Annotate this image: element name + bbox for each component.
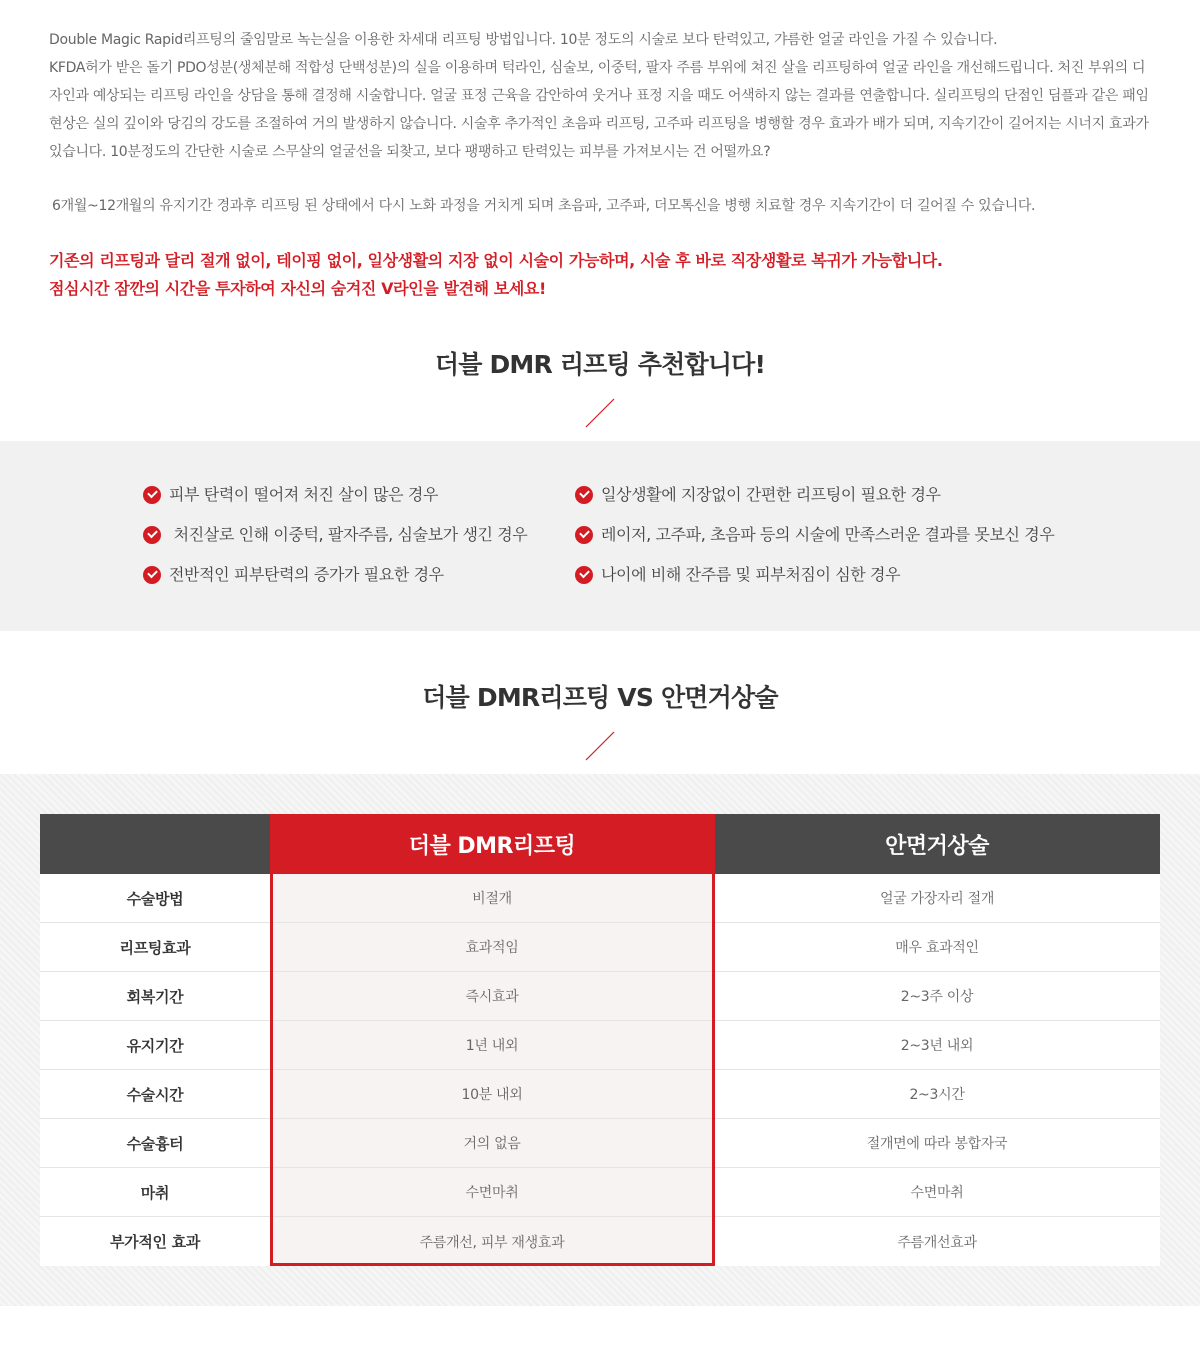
slash-divider-icon (585, 398, 615, 428)
recommend-item: 처진살로 인해 이중턱, 팔자주름, 심술보가 생긴 경우 (143, 525, 527, 545)
check-icon (575, 486, 593, 504)
highlight-note (49, 247, 1169, 303)
table-row: 수술시간 10분 내외 2~3시간 (40, 1070, 1160, 1119)
table-header (40, 814, 1160, 874)
recommend-item: 나이에 비해 잔주름 및 피부처짐이 심한 경우 (575, 565, 900, 585)
highlight-line-1: 기존의 리프팅과 달리 절개 없이, 테이핑 없이, 일상생활의 지장 없이 시술이 가능하며, 시술 후 바로 직장생활로 복귀가 가능합니다. (49, 251, 943, 270)
recommend-item: 일상생활에 지장없이 간편한 리프팅이 필요한 경우 (575, 485, 941, 505)
recommend-item: 전반적인 피부탄력의 증가가 필요한 경우 (143, 565, 444, 585)
header-empty (40, 814, 270, 874)
comparison-table (40, 814, 1160, 1266)
highlight-line-2: 점심시간 잠깐의 시간을 투자하여 자신의 숨겨진 V라인을 발견해 보세요! (49, 279, 546, 298)
check-icon (575, 566, 593, 584)
intro-text (49, 26, 1155, 220)
check-icon (143, 486, 161, 504)
table-row: 수술흉터 거의 없음 절개면에 따라 봉합자국 (40, 1119, 1160, 1168)
table-row: 부가적인 효과 주름개선, 피부 재생효과 주름개선효과 (40, 1217, 1160, 1266)
recommend-item: 레이저, 고주파, 초음파 등의 시술에 만족스러운 결과를 못보신 경우 (575, 525, 1054, 545)
recommend-title: 더블 DMR 리프팅 추천합니다! (431, 348, 769, 382)
table-row: 유지기간 1년 내외 2~3년 내외 (40, 1021, 1160, 1070)
recommend-item: 피부 탄력이 떨어져 처진 살이 많은 경우 (143, 485, 438, 505)
header-facelift: 안면거상술 (714, 814, 1160, 874)
comparison-title: 더블 DMR리프팅 VS 안면거상술 (418, 681, 781, 715)
section-title-comparison (0, 681, 1200, 715)
check-icon (143, 526, 161, 544)
table-row: 리프팅효과 효과적임 매우 효과적인 (40, 923, 1160, 972)
check-icon (143, 566, 161, 584)
table-row: 마취 수면마취 수면마취 (40, 1168, 1160, 1217)
header-dmr: 더블 DMR리프팅 (270, 814, 714, 874)
section-title-recommend (0, 348, 1200, 382)
intro-line-2: KFDA허가 받은 돌기 PDO성분(생체분해 적합성 단백성분)의 실을 이용하며 턱라인, 심술보, 이중턱, 팔자 주름 부위에 쳐진 살을 리프팅하여 얼굴 라인을 개선해드립니다. 처진 부위의 디자인과 예상되는 리프팅 라인을 상담을 통해 결정해 시술합니다. 얼굴 표정 근육을 감안하여 웃거나 표정 지을 때도 어색하지 않는 결과를 연출합니다. 실리프팅의 단점인 딤플과 같은 패임 현상은 실의 깊이와 당김의 강도를 조절하여 거의 발생하지 않습니다. 시술후 추가적인 초음파 리프팅, 고주파 리프팅을 병행할 경우 효과가 배가 되며, 지속기간이 길어지는 시너지 효과가 있습니다. 10분정도의 간단한 시술로 스무살의 얼굴선을 되찾고, 보다 팽팽하고 탄력있는 피부를 가져보시는 건 어떨까요? (49, 60, 1149, 160)
table-row: 수술방법 비절개 얼굴 가장자리 절개 (40, 874, 1160, 923)
intro-line-1: Double Magic Rapid리프팅의 줄임말로 녹는실을 이용한 차세대 리프팅 방법입니다. 10분 정도의 시술로 보다 탄력있고, 갸름한 얼굴 라인을 가질 수 있습니다. (49, 32, 998, 48)
slash-divider-icon (585, 731, 615, 761)
check-icon (575, 526, 593, 544)
intro-line-3: 6개월~12개월의 유지기간 경과후 리프팅 된 상태에서 다시 노화 과정을 거치게 되며 초음파, 고주파, 더모톡신을 병행 치료할 경우 지속기간이 더 길어질 수 있습니다. (52, 198, 1036, 214)
table-row: 회복기간 즉시효과 2~3주 이상 (40, 972, 1160, 1021)
